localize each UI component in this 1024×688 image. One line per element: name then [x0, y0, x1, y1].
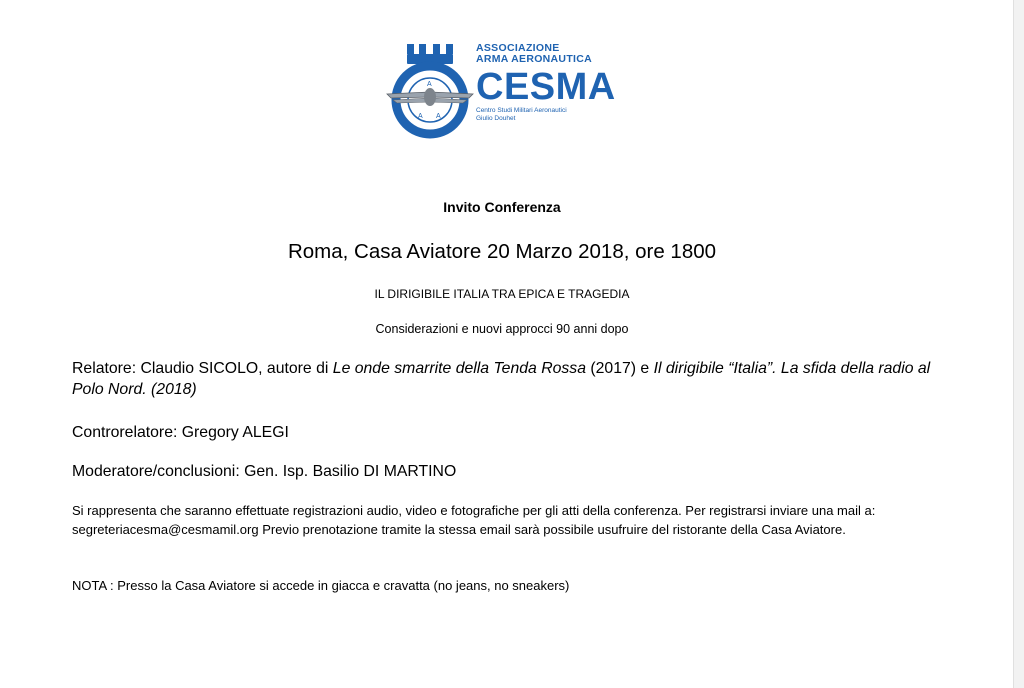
conference-topic: IL DIRIGIBILE ITALIA TRA EPICA E TRAGEDIA	[374, 287, 630, 301]
registration-info: Si rappresenta che saranno effettuate registrazioni audio, video e fotografiche per gli atti della conferenza. Per registrarsi inviare una mail a: segreteriacesma@cesmamil.org Previo prenotazione tramite la stessa email sarà possibile usufruire del ristorante della Casa Aviatore.	[72, 503, 876, 537]
emblem-letter-top: A	[427, 81, 432, 88]
book-title-2: Il dirigibile “Italia”. La sfida della radio al Polo Nord. (2018)	[72, 360, 931, 398]
conference-subtitle: Considerazioni e nuovi approcci 90 anni dopo	[375, 322, 629, 336]
page-edge	[1013, 0, 1024, 688]
emblem-letter-left: A	[418, 113, 423, 120]
book-year-1: (2017) e	[585, 360, 654, 377]
book-title-1: Le onde smarrite della Tenda Rossa	[332, 360, 586, 377]
logo-association-line1: ASSOCIAZIONE	[476, 42, 560, 54]
logo-subtitle-line2: Giulio Douhet	[476, 115, 516, 122]
co-speaker: Controrelatore: Gregory ALEGI	[72, 424, 289, 441]
dress-code-note: NOTA : Presso la Casa Aviatore si accede in giacca e cravatta (no jeans, no sneakers)	[72, 578, 570, 593]
speaker-paragraph	[72, 358, 952, 400]
logo-name: CESMA	[476, 66, 616, 108]
event-details: Roma, Casa Aviatore 20 Marzo 2018, ore 1800	[287, 240, 717, 263]
invitation-heading: Invito Conferenza	[443, 199, 561, 215]
logo-text	[476, 42, 616, 123]
emblem-letter-right: A	[436, 113, 441, 120]
speaker-prefix: Relatore: Claudio SICOLO, autore di	[72, 360, 333, 377]
logo-association-line2: ARMA AERONAUTICA	[476, 53, 593, 65]
logo-subtitle-line1: Centro Studi Militari Aeronautici	[476, 107, 567, 114]
moderator: Moderatore/conclusioni: Gen. Isp. Basilio DI MARTINO	[72, 463, 457, 480]
